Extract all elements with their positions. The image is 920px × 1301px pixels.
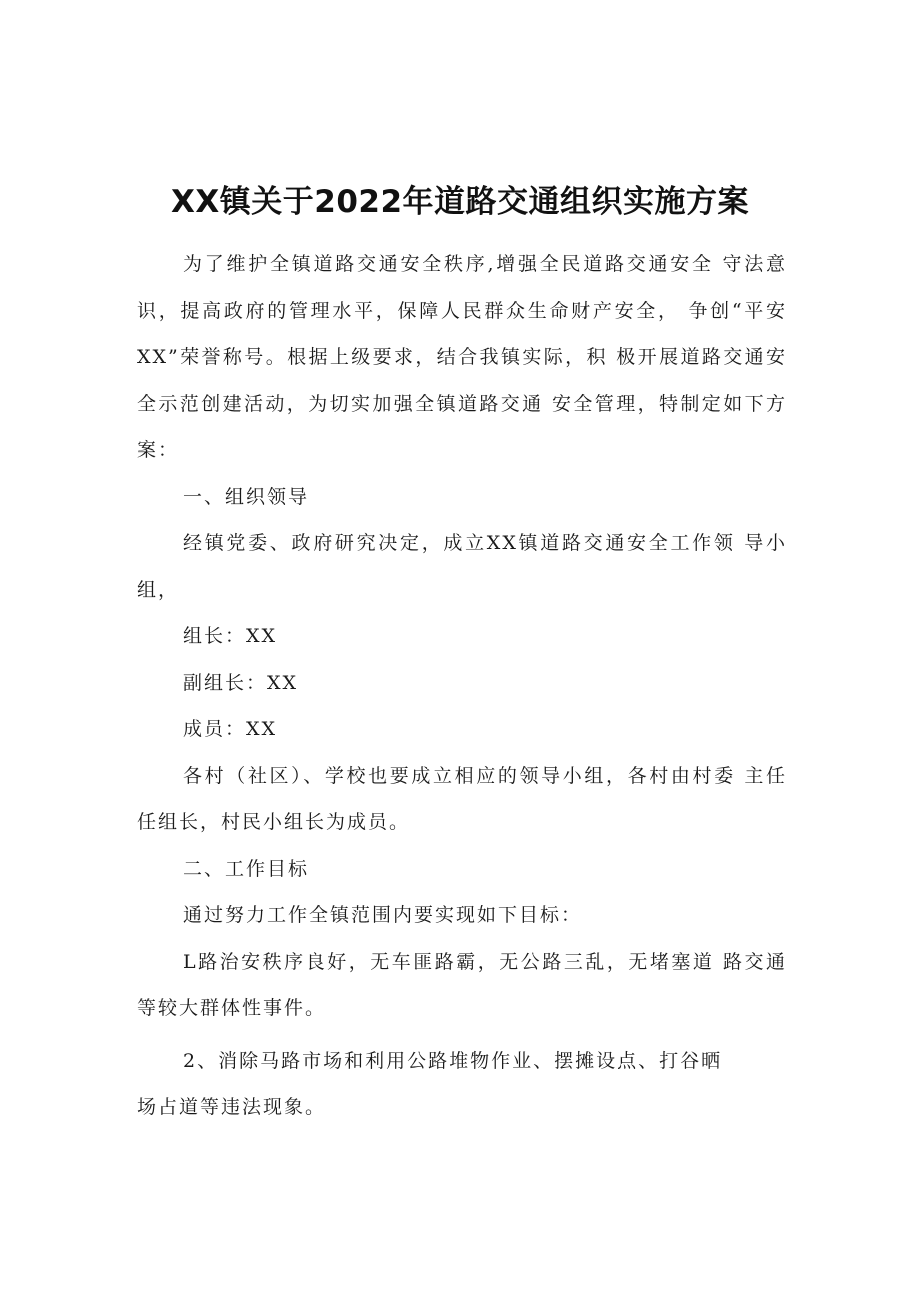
members-line: 成员：XX	[183, 718, 278, 740]
document-body	[137, 241, 787, 1131]
section-heading-goals: 二、工作目标	[183, 857, 310, 880]
goal-1-paragraph: L路治安秩序良好，无车匪路霸，无公路三乱，无堵塞道 路交通等较大群体性事件。	[137, 950, 787, 1019]
village-groups-paragraph: 各村（社区）、学校也要成立相应的领导小组，各村由村委 主任任组长，村民小组长为成员。	[137, 764, 787, 833]
deputy-leader-line: 副组长：XX	[183, 671, 299, 694]
organization-paragraph: 经镇党委、政府研究决定，成立XX镇道路交通安全工作领 导小组，	[137, 532, 787, 601]
intro-paragraph: 为了维护全镇道路交通安全秩序,增强全民道路交通安全 守法意识，提高政府的管理水平，保障人民群众生命财产安全， 争创“平安XX”荣誉称号。根据上级要求，结合我镇实际，积 极开展道路交通安全示范创建活动，为切实加强全镇道路交通 安全管理，特制定如下方案：	[137, 253, 787, 461]
goals-intro-paragraph: 通过努力工作全镇范围内要实现如下目标：	[183, 904, 583, 926]
goal-2-line-1: 2、消除马路市场和利用公路堆物作业、摆摊设点、打谷晒	[183, 1049, 723, 1072]
goal-2-line-2: 场占道等违法现象。	[137, 1096, 327, 1118]
document-title: XX镇关于2022年道路交通组织实施方案	[170, 184, 750, 220]
leader-line: 组长：XX	[183, 625, 278, 647]
section-heading-organization: 一、组织领导	[183, 485, 310, 508]
